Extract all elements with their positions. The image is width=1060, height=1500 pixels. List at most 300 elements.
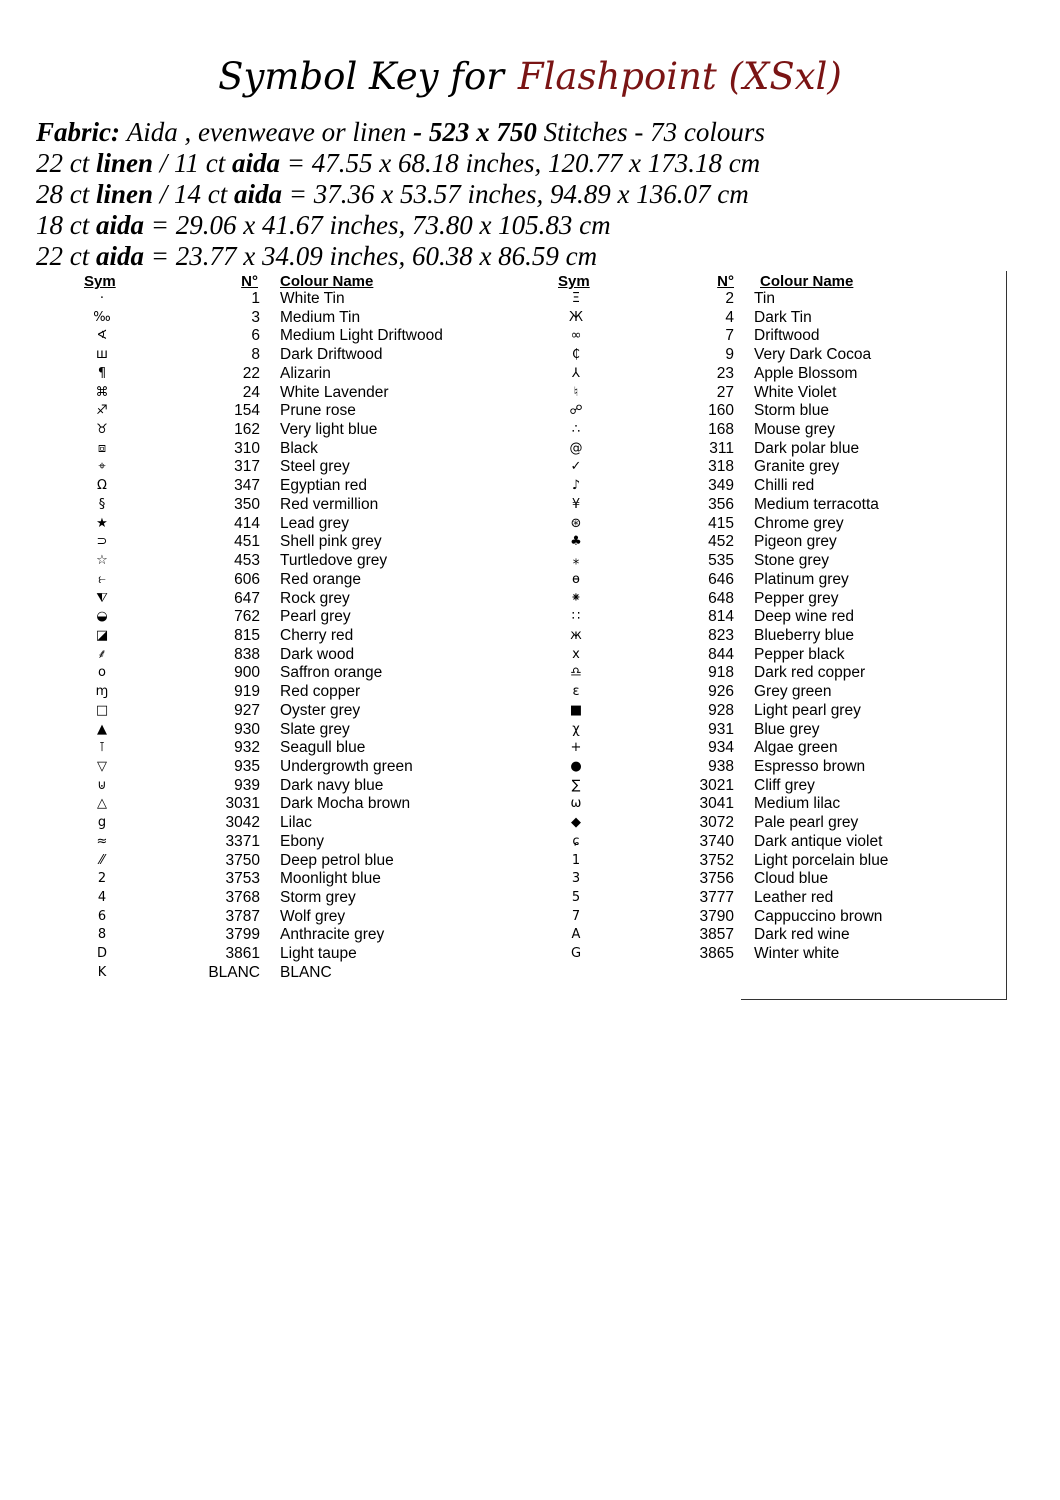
colour-number: 452 (708, 533, 734, 551)
symbol-glyph: ¶ (97, 365, 107, 381)
symbol-glyph: K (97, 964, 107, 980)
symbol-row (556, 777, 976, 796)
symbol-glyph: ♣ (570, 534, 582, 550)
colour-name: Dark polar blue (754, 439, 860, 457)
symbol-glyph: ⅄ (572, 365, 580, 381)
colour-name: Light taupe (280, 945, 357, 963)
colour-number: 814 (708, 608, 734, 626)
symbol-glyph: D (96, 946, 107, 962)
symbol-row (556, 515, 976, 534)
title-prefix: Symbol Key for (218, 55, 504, 98)
symbol-glyph: ∢ (96, 328, 108, 344)
colour-number: 928 (708, 701, 734, 719)
symbol-row (556, 290, 976, 309)
symbol-row (556, 758, 976, 777)
colour-number: 647 (234, 589, 260, 607)
colour-name: White Lavender (280, 383, 389, 401)
symbol-glyph: ☍ (569, 403, 583, 419)
symbol-glyph: 8 (97, 927, 107, 943)
header-num-right: N° (717, 273, 734, 290)
colour-name: Dark red wine (754, 926, 850, 944)
symbol-row (82, 964, 482, 983)
colour-name: Red copper (280, 683, 361, 701)
colour-name: Very light blue (280, 421, 378, 439)
symbol-row (82, 477, 482, 496)
spec-line (36, 179, 1036, 210)
colour-name: Saffron orange (280, 664, 383, 682)
symbol-glyph: ⊺ (98, 740, 106, 756)
colour-number: 930 (234, 720, 260, 738)
colour-name: Storm blue (754, 402, 829, 420)
symbol-glyph: ⧈ (97, 440, 107, 456)
symbol-glyph: ♎ (570, 665, 582, 681)
colour-number: 349 (708, 477, 734, 495)
colour-number: 900 (234, 664, 260, 682)
symbol-glyph: 7 (571, 908, 581, 924)
symbol-row (556, 533, 976, 552)
colour-name: Espresso brown (754, 757, 866, 775)
colour-number: 317 (234, 458, 260, 476)
symbol-row (556, 608, 976, 627)
symbol-row (82, 795, 482, 814)
symbol-row (82, 590, 482, 609)
spec-text: / 14 ct (153, 179, 235, 209)
colour-name: Red vermillion (280, 495, 379, 513)
colour-number: 918 (708, 664, 734, 682)
symbol-row (82, 702, 482, 721)
colour-number: 606 (234, 570, 260, 588)
header-sym-left: Sym (84, 273, 116, 290)
colour-number: 3857 (699, 926, 734, 944)
symbol-row (556, 739, 976, 758)
colour-name: Black (280, 439, 318, 457)
symbol-row (556, 384, 976, 403)
colour-number: 318 (708, 458, 734, 476)
colour-name: Medium Light Driftwood (280, 327, 443, 345)
symbol-glyph: ⊃ (96, 534, 108, 550)
symbol-glyph: ж (570, 627, 582, 643)
symbol-glyph: Ω (97, 478, 107, 494)
symbol-row (82, 402, 482, 421)
symbol-row (82, 721, 482, 740)
spec-text: Stitches - 73 colours (536, 117, 765, 147)
colour-name: BLANC (280, 963, 332, 981)
spec-text: / 11 ct (153, 148, 233, 178)
header-name-left: Colour Name (280, 273, 374, 290)
table-frame-right (1006, 271, 1007, 1000)
colour-name: Undergrowth green (280, 757, 413, 775)
colour-name: Platinum grey (754, 570, 849, 588)
colour-name: Turtledove grey (280, 552, 388, 570)
colour-name: Dark Tin (754, 308, 812, 326)
colour-name: Slate grey (280, 720, 350, 738)
symbol-glyph: ⁕ (570, 590, 582, 606)
colour-number: 844 (708, 645, 734, 663)
colour-name: Grey green (754, 683, 832, 701)
colour-name: Cherry red (280, 626, 354, 644)
colour-name: Storm grey (280, 889, 356, 906)
colour-number: 535 (708, 552, 734, 570)
colour-number: 415 (708, 514, 734, 532)
symbol-glyph: ∷ (571, 609, 581, 625)
symbol-glyph: 1 (571, 852, 581, 868)
symbol-glyph: ■ (569, 702, 583, 718)
symbol-row (556, 309, 976, 328)
colour-name: Oyster grey (280, 701, 361, 719)
symbol-glyph: ◒ (96, 609, 108, 625)
spec-text: - 523 x 750 (413, 117, 537, 147)
symbol-row (556, 571, 976, 590)
spec-text: = 29.06 x 41.67 inches, 73.80 x 105.83 cm (144, 210, 611, 240)
colour-number: 9 (725, 346, 734, 364)
colour-name: Stone grey (754, 552, 829, 570)
colour-number: 27 (716, 383, 734, 401)
colour-name: Dark Driftwood (280, 346, 383, 364)
colour-name: Dark antique violet (754, 832, 883, 850)
symbol-row (556, 346, 976, 365)
symbol-glyph: · (99, 291, 105, 306)
title-pattern-name: Flashpoint (XSxl) (517, 55, 842, 98)
symbol-list-right (556, 290, 976, 964)
symbol-glyph: ɕ (572, 833, 580, 849)
spec-text: linen (96, 179, 154, 209)
fabric-specs (36, 117, 1036, 272)
colour-number: 3042 (225, 814, 260, 832)
symbol-glyph: ★ (96, 515, 108, 531)
colour-number: 24 (242, 383, 260, 401)
colour-name: Alizarin (280, 364, 331, 382)
colour-name: Medium Tin (280, 308, 361, 326)
colour-name: Winter white (754, 945, 840, 963)
colour-name: Pale pearl grey (754, 814, 859, 832)
symbol-row (82, 852, 482, 871)
colour-name: Pearl grey (280, 608, 351, 626)
colour-number: 3031 (225, 795, 260, 813)
symbol-row (82, 571, 482, 590)
symbol-row (82, 758, 482, 777)
symbol-row (82, 814, 482, 833)
colour-number: 935 (234, 757, 260, 775)
symbol-glyph: ⌖ (98, 459, 106, 475)
colour-number: 4 (725, 308, 734, 326)
colour-number: 3861 (225, 945, 260, 963)
colour-name: Pepper black (754, 645, 845, 663)
symbol-glyph: 6 (97, 908, 107, 924)
colour-number: 451 (234, 533, 260, 551)
symbol-glyph: @ (569, 440, 583, 456)
colour-number: 22 (242, 364, 260, 382)
colour-name: Dark wood (280, 645, 355, 663)
colour-name: Driftwood (754, 327, 820, 345)
symbol-row (556, 721, 976, 740)
symbol-row (556, 627, 976, 646)
colour-number: 7 (725, 327, 734, 345)
colour-number: 648 (708, 589, 734, 607)
colour-number: 453 (234, 552, 260, 570)
symbol-row (556, 421, 976, 440)
spec-line (36, 241, 1036, 272)
symbol-glyph: Ж (568, 309, 583, 325)
colour-number: 3799 (225, 926, 260, 944)
colour-number: 311 (709, 439, 734, 457)
symbol-glyph: ● (570, 758, 582, 774)
spec-text: linen (96, 148, 154, 178)
colour-number: 3041 (699, 795, 734, 813)
symbol-row (82, 777, 482, 796)
symbol-row (556, 552, 976, 571)
symbol-row (82, 309, 482, 328)
symbol-list-left (82, 290, 482, 983)
symbol-glyph: ▲ (97, 721, 107, 737)
symbol-row (82, 739, 482, 758)
colour-number: 815 (234, 626, 260, 644)
colour-name: Dark Mocha brown (280, 795, 411, 813)
symbol-row (556, 889, 976, 908)
colour-number: 3 (251, 308, 260, 326)
colour-number: 3753 (225, 870, 260, 888)
symbol-glyph: A (571, 927, 581, 943)
colour-name: Dark navy blue (280, 776, 384, 794)
symbol-glyph: ≈ (96, 833, 108, 849)
symbol-row (82, 346, 482, 365)
colour-number: 3756 (699, 870, 734, 888)
colour-name: Dark red copper (754, 664, 866, 682)
colour-number: 934 (708, 739, 734, 757)
symbol-row (82, 421, 482, 440)
colour-name: Medium terracotta (754, 495, 879, 513)
symbol-glyph: ◆ (571, 815, 581, 831)
symbol-row (82, 908, 482, 927)
colour-number: 3768 (225, 889, 260, 906)
symbol-glyph: ♉ (96, 422, 108, 438)
colour-name: Apple Blossom (754, 364, 858, 382)
colour-name: Cappuccino brown (754, 907, 883, 925)
symbol-row (556, 870, 976, 889)
symbol-glyph: ⁎ (572, 553, 580, 569)
colour-number: 646 (708, 570, 734, 588)
symbol-row (82, 945, 482, 964)
table-frame-bottom (741, 999, 1007, 1000)
symbol-row (556, 702, 976, 721)
colour-number: 3750 (225, 851, 260, 869)
symbol-glyph: ⊛ (570, 515, 582, 531)
symbol-row (82, 683, 482, 702)
colour-number: 927 (234, 701, 260, 719)
symbol-glyph: ∞ (570, 328, 582, 344)
colour-number: 2 (725, 290, 734, 307)
colour-name: Pigeon grey (754, 533, 837, 551)
spec-line (36, 117, 1036, 148)
symbol-row (82, 627, 482, 646)
spec-text: Aida , evenweave or linen (126, 117, 414, 147)
symbol-row (556, 833, 976, 852)
symbol-glyph: ₵ (571, 347, 581, 363)
symbol-row (82, 889, 482, 908)
symbol-row (556, 683, 976, 702)
colour-number: 3790 (699, 907, 734, 925)
symbol-glyph: ‰ (93, 309, 111, 325)
symbol-row (556, 814, 976, 833)
symbol-glyph: ⸙ (97, 646, 107, 662)
symbol-row (82, 384, 482, 403)
symbol-glyph: + (570, 740, 582, 756)
symbol-row (556, 402, 976, 421)
symbol-glyph: ɱ (95, 684, 109, 700)
colour-name: Shell pink grey (280, 533, 382, 551)
colour-name: Leather red (754, 889, 834, 906)
symbol-row (82, 664, 482, 683)
colour-number: 932 (234, 739, 260, 757)
spec-text: 18 ct (36, 210, 96, 240)
symbol-glyph: G (570, 946, 582, 962)
colour-number: 6 (251, 327, 260, 345)
colour-name: Cloud blue (754, 870, 829, 888)
colour-name: Prune rose (280, 402, 356, 420)
colour-number: 23 (716, 364, 734, 382)
colour-name: Anthracite grey (280, 926, 385, 944)
colour-number: 414 (234, 514, 260, 532)
colour-number: 823 (708, 626, 734, 644)
colour-number: 3787 (225, 907, 260, 925)
colour-name: Very Dark Cocoa (754, 346, 872, 364)
symbol-row (556, 945, 976, 964)
colour-name: Rock grey (280, 589, 350, 607)
colour-name: White Tin (280, 290, 345, 307)
header-sym-right: Sym (558, 273, 590, 290)
colour-number: 347 (234, 477, 260, 495)
colour-number: 926 (708, 683, 734, 701)
spec-text: aida (234, 179, 283, 209)
symbol-glyph: 3 (571, 871, 581, 887)
symbol-glyph: ☆ (96, 553, 108, 569)
colour-number: 931 (708, 720, 734, 738)
symbol-row (82, 515, 482, 534)
symbol-glyph: 5 (571, 890, 581, 905)
colour-name: Steel grey (280, 458, 350, 476)
colour-number: 154 (234, 402, 260, 420)
symbol-row (556, 664, 976, 683)
colour-number: 938 (708, 757, 734, 775)
colour-number: 762 (234, 608, 260, 626)
symbol-glyph: o (98, 665, 106, 681)
spec-text: = 37.36 x 53.57 inches, 94.89 x 136.07 cm (282, 179, 749, 209)
symbol-row (556, 477, 976, 496)
spec-text: = 23.77 x 34.09 inches, 60.38 x 86.59 cm (144, 241, 598, 271)
symbol-row (82, 870, 482, 889)
colour-name: Deep petrol blue (280, 851, 394, 869)
symbol-row (82, 496, 482, 515)
page-title (0, 55, 1060, 99)
colour-number: 8 (251, 346, 260, 364)
colour-number: 838 (234, 645, 260, 663)
colour-name: Light porcelain blue (754, 851, 889, 869)
colour-number: 310 (234, 439, 260, 457)
colour-name: Tin (754, 290, 775, 307)
colour-name: Lilac (280, 814, 312, 832)
colour-number: 3371 (225, 832, 260, 850)
header-name-right: Colour Name (760, 273, 854, 290)
symbol-glyph: ♪ (571, 478, 581, 494)
symbol-row (82, 290, 482, 309)
colour-name: Pepper grey (754, 589, 839, 607)
colour-name: Algae green (754, 739, 838, 757)
symbol-glyph: ⥼ (98, 571, 106, 587)
colour-number: 1 (251, 290, 260, 307)
symbol-glyph: ¥ (571, 496, 581, 512)
colour-number: 3072 (699, 814, 734, 832)
colour-name: Egyptian red (280, 477, 368, 495)
colour-number: 3752 (699, 851, 734, 869)
symbol-glyph: 4 (97, 890, 107, 905)
symbol-row (556, 496, 976, 515)
colour-name: Blue grey (754, 720, 820, 738)
colour-name: Seagull blue (280, 739, 366, 757)
colour-number: 160 (708, 402, 734, 420)
symbol-row (82, 533, 482, 552)
symbol-glyph: □ (95, 702, 109, 718)
symbol-row (82, 327, 482, 346)
colour-name: Red orange (280, 570, 362, 588)
symbol-glyph: ∑ (571, 777, 581, 793)
symbol-glyph: △ (97, 796, 107, 812)
symbol-glyph: ♮ (573, 384, 579, 400)
symbol-glyph: ⁄⁄ (99, 852, 105, 868)
colour-name: Medium lilac (754, 795, 841, 813)
colour-name: Cliff grey (754, 776, 815, 794)
symbol-glyph: ◪ (95, 627, 109, 643)
symbol-glyph: ⌘ (95, 384, 109, 400)
spec-text: Fabric: (36, 117, 127, 147)
symbol-glyph: ⧨ (96, 590, 108, 606)
colour-number: 162 (234, 421, 260, 439)
symbol-row (556, 365, 976, 384)
symbol-row (82, 365, 482, 384)
symbol-row (82, 440, 482, 459)
colour-name: Mouse grey (754, 421, 835, 439)
colour-number: 3021 (699, 776, 734, 794)
symbol-glyph: ⊍ (97, 777, 107, 793)
spec-text: = 47.55 x 68.18 inches, 120.77 x 173.18 cm (280, 148, 761, 178)
symbol-glyph: ∴ (571, 422, 581, 438)
symbol-glyph: x (572, 646, 580, 662)
spec-text: aida (96, 210, 145, 240)
symbol-glyph: § (98, 496, 106, 512)
symbol-glyph: g (97, 815, 107, 831)
colour-number: 3865 (699, 945, 734, 963)
symbol-row (82, 608, 482, 627)
symbol-glyph: ш (96, 347, 108, 363)
header-num-left: N° (241, 273, 258, 290)
colour-number: 919 (234, 683, 260, 701)
colour-number: 939 (234, 776, 260, 794)
symbol-glyph: ω (570, 796, 582, 812)
symbol-row (82, 458, 482, 477)
colour-number: 3777 (699, 889, 734, 906)
symbol-glyph: Ξ (571, 291, 581, 306)
spec-text: aida (232, 148, 281, 178)
colour-name: White Violet (754, 383, 837, 401)
spec-text: 28 ct (36, 179, 96, 209)
symbol-row (556, 440, 976, 459)
spec-line (36, 148, 1036, 179)
colour-name: Blueberry blue (754, 626, 854, 644)
symbol-row (556, 646, 976, 665)
colour-name: Chrome grey (754, 514, 844, 532)
spec-line (36, 210, 1036, 241)
symbol-glyph: ɵ (572, 571, 580, 587)
symbol-glyph: χ (572, 721, 580, 737)
spec-text: 22 ct (36, 241, 96, 271)
